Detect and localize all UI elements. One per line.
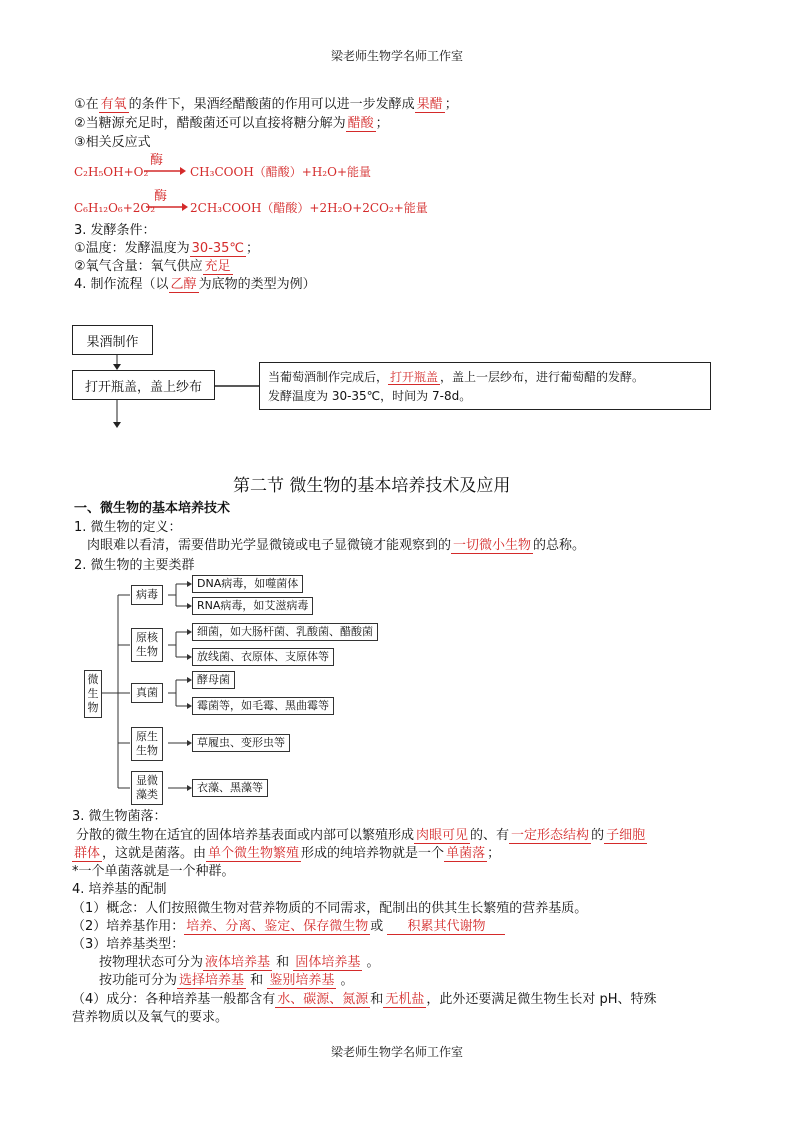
text: 的总称。 xyxy=(533,538,586,553)
text: 分散的微生物在适宜的固体培养基表面或内部可以繁殖形成 xyxy=(76,828,415,843)
answer-blank: 液体培养基 xyxy=(205,955,271,970)
text: 4. 制作流程（以 xyxy=(74,277,169,292)
answer-blank: 30-35℃ xyxy=(191,241,245,256)
text: （4）成分：各种培养基一般都含有 xyxy=(72,992,276,1007)
medium-types-heading: （3）培养基类型： xyxy=(72,937,185,952)
medium-type-physical xyxy=(99,954,380,972)
answer-blank: 群体 xyxy=(74,846,101,861)
medium-heading: 4. 培养基的配制 xyxy=(72,882,167,897)
page-footer: 梁老师生物学名师工作室 xyxy=(331,1045,464,1059)
leaf-protozoa: 草履虫、变形虫等 xyxy=(192,734,290,752)
answer-blank: 选择培养基 xyxy=(179,973,245,988)
text: 和 xyxy=(370,992,384,1007)
line-3: ③相关反应式 xyxy=(74,135,151,150)
answer-blank: 肉眼可见 xyxy=(416,828,469,843)
text: 按物理状态可分为 xyxy=(99,955,204,970)
answer-blank: 充足 xyxy=(204,259,231,274)
text: 或 xyxy=(370,919,384,934)
text: ，这就是菌落。由 xyxy=(102,846,207,861)
colony-line-1 xyxy=(76,827,647,845)
medium-components-cont: 营养物质以及氧气的要求。 xyxy=(72,1010,229,1025)
equation-1-left: C₂H₅OH+O₂ xyxy=(74,165,149,179)
text: 形成的纯培养物就是一个 xyxy=(301,846,445,861)
leaf-bacteria: 细菌，如大肠杆菌、乳酸菌、醋酸菌 xyxy=(192,623,378,641)
text: ①在 xyxy=(74,97,99,112)
answer-blank: 培养、分离、鉴定、保存微生物 xyxy=(186,919,369,934)
section-3-heading: 3. 发酵条件： xyxy=(74,223,156,238)
category-fungi: 真菌 xyxy=(131,683,163,703)
answer-blank: 有氧 xyxy=(100,97,127,112)
answer-blank: 醋酸 xyxy=(347,116,374,131)
colony-note: *一个单菌落就是一个种群。 xyxy=(72,864,235,879)
leaf-actinomycetes: 放线菌、衣原体、支原体等 xyxy=(192,648,334,666)
equation-2-left: C₆H₁₂O₆+2O₂ xyxy=(74,201,156,215)
text: 的、有 xyxy=(470,828,510,843)
answer-blank: 积累其代谢物 xyxy=(387,919,505,935)
text: 的条件下，果酒经醋酸菌的作用可以进一步发酵成 xyxy=(128,97,415,112)
text: 和 xyxy=(276,955,290,970)
flow-step-open-lid: 打开瓶盖，盖上纱布 xyxy=(72,370,215,400)
text: ①温度：发酵温度为 xyxy=(74,241,190,256)
text: ； xyxy=(246,241,260,256)
page-header: 梁老师生物学名师工作室 xyxy=(331,49,464,63)
flow-note-line-2: 发酵温度为 30-35℃，时间为 7-8d。 xyxy=(268,389,472,403)
answer-blank: 单个微生物繁殖 xyxy=(208,846,300,861)
colony-line-2 xyxy=(72,845,500,863)
text: 肉眼难以看清，需要借助光学显微镜或电子显微镜才能观察到的 xyxy=(87,538,452,553)
leaf-rna-virus: RNA病毒，如艾滋病毒 xyxy=(192,597,313,615)
medium-concept: （1）概念：人们按照微生物对营养物质的不同需求，配制出的供其生长繁殖的营养基质。 xyxy=(72,901,588,916)
colony-heading: 3. 微生物菌落： xyxy=(72,809,167,824)
text: ②当糖源充足时，醋酸菌还可以直接将糖分解为 xyxy=(74,116,346,131)
equation-1-right: CH₃COOH（醋酸）+H₂O+能量 xyxy=(190,165,372,179)
category-algae: 显微藻类 xyxy=(131,771,163,805)
text: 。 xyxy=(366,955,380,970)
answer-blank: 一定形态结构 xyxy=(511,828,590,843)
answer-blank: 乙醇 xyxy=(170,277,197,292)
leaf-yeast: 酵母菌 xyxy=(192,671,235,689)
text: ，盖上一层纱布，进行葡萄醋的发酵。 xyxy=(440,370,645,384)
answer-blank: 子细胞 xyxy=(606,828,646,843)
category-virus: 病毒 xyxy=(131,585,163,605)
answer-blank: 打开瓶盖 xyxy=(390,370,439,384)
text: 。 xyxy=(340,973,354,988)
text: ②氧气含量：氧气供应 xyxy=(74,259,203,274)
text: 当葡萄酒制作完成后， xyxy=(268,370,389,384)
category-protist: 原生生物 xyxy=(131,727,163,761)
text: ，此外还要满足微生物生长对 pH、特殊 xyxy=(426,992,657,1007)
leaf-dna-virus: DNA病毒，如噬菌体 xyxy=(192,575,303,593)
text: 按功能可分为 xyxy=(99,973,178,988)
leaf-microalgae: 衣藻、黑藻等 xyxy=(192,779,268,797)
equation-2-right: 2CH₃COOH（醋酸）+2H₂O+2CO₂+能量 xyxy=(190,201,428,215)
category-prokaryote: 原核生物 xyxy=(131,628,163,662)
section-title: 第二节 微生物的基本培养技术及应用 xyxy=(233,476,511,496)
text: 为底物的类型为例） xyxy=(198,277,316,292)
medium-components xyxy=(72,991,657,1009)
medium-function xyxy=(72,918,505,936)
text: 和 xyxy=(250,973,264,988)
text: ； xyxy=(444,97,458,112)
answer-blank: 单菌落 xyxy=(446,846,486,861)
answer-blank: 水、碳源、氮源 xyxy=(277,992,369,1007)
answer-blank: 一切微小生物 xyxy=(453,538,532,553)
answer-blank: 鉴别培养基 xyxy=(269,973,335,988)
groups-heading: 2. 微生物的主要类群 xyxy=(74,558,195,573)
medium-type-function xyxy=(99,972,354,990)
flow-step-wine: 果酒制作 xyxy=(72,325,153,355)
answer-blank: 无机盐 xyxy=(385,992,425,1007)
answer-blank: 果醋 xyxy=(416,97,443,112)
enzyme-label-1: 酶 xyxy=(150,153,164,168)
leaf-mold: 霉菌等，如毛霉、黑曲霉等 xyxy=(192,697,334,715)
subsection-heading: 一、微生物的基本培养技术 xyxy=(74,501,231,516)
text: 的 xyxy=(591,828,605,843)
answer-blank: 固体培养基 xyxy=(295,955,361,970)
text: （2）培养基作用： xyxy=(72,919,185,934)
text: ； xyxy=(487,846,501,861)
text: ； xyxy=(375,116,389,131)
tree-root: 微生物 xyxy=(84,670,102,718)
enzyme-label-2: 酶 xyxy=(154,189,168,204)
definition-heading: 1. 微生物的定义： xyxy=(74,520,182,535)
